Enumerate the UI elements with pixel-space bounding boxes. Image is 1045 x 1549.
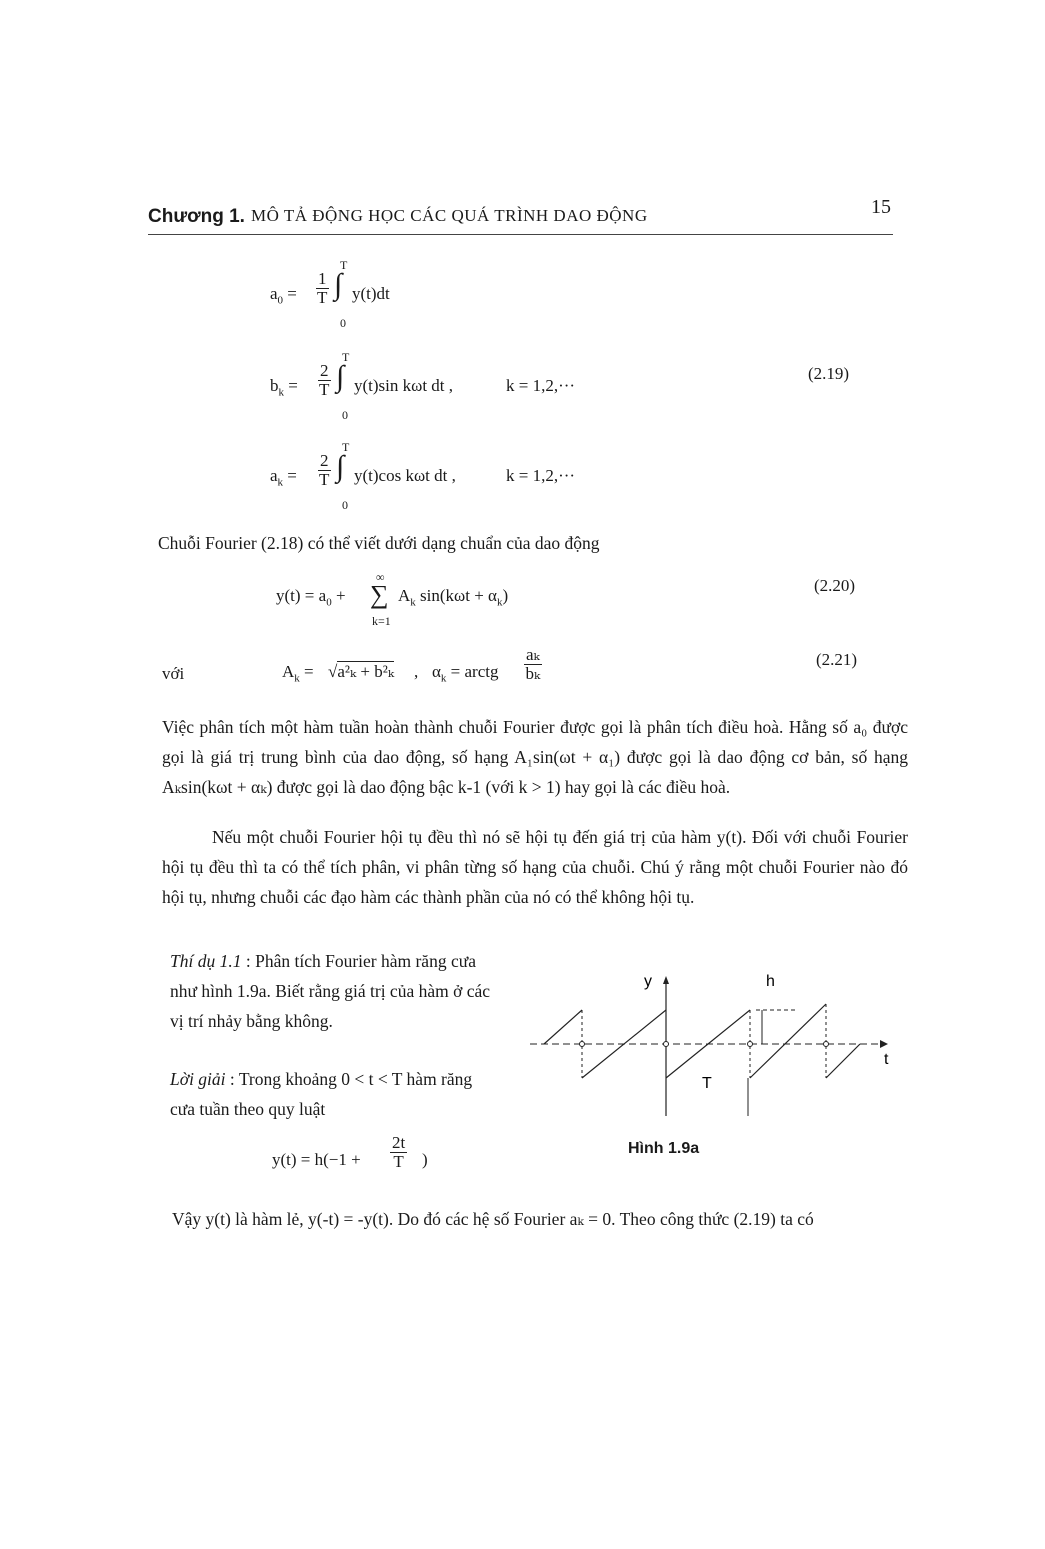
equation-bk: $b_k$ = $\frac{2}{T}$ T ∫ 0 y(t)sin kωt dt , k = 1,2,··· <box>270 350 576 422</box>
label-h: h <box>766 973 775 990</box>
chapter-title: MÔ TẢ ĐỘNG HỌC CÁC QUÁ TRÌNH DAO ĐỘNG <box>251 206 648 225</box>
header-rule <box>148 234 893 235</box>
label-y: y <box>644 973 652 990</box>
example-paragraph <box>170 946 498 1036</box>
solution-paragraph <box>170 1064 498 1124</box>
paragraph-convergence: Nếu một chuỗi Fourier hội tụ đều thì nó sẽ hội tụ đến giá trị của hàm y(t). Đối với chuỗi Fourier hội tụ đều thì ta có thể tích phân, vi phân từng số hạng của chuỗi. Chú ý rằng một chuỗi Fourier nào đó hội tụ, nhưng chuỗi các đạo hàm các thành phần của nó có thể không hội tụ. <box>162 827 908 907</box>
equation-number-2-20: (2.20) <box>814 576 856 595</box>
equation-sawtooth: y(t) = h(−1 + $\frac{2t}{T}$ ) <box>272 1133 428 1171</box>
figure-caption: Hình 1.9a <box>628 1140 700 1157</box>
jump-point <box>824 1042 829 1047</box>
solution-text: : Trong khoảng 0 < t < T hàm răng cưa tuần theo quy luật <box>170 1069 473 1119</box>
paragraph-harmonic-analysis: Việc phân tích một hàm tuần hoàn thành chuỗi Fourier được gọi là phân tích điều hoà. Hằng số a₀ được gọi là giá trị trung bình của dao động, số hạng A₁sin(ωt + α₁) được gọi là dao động cơ bản, số hạng Aₖsin(kωt + αₖ) được gọi là dao động bậc k-1 (với k > 1) hay gọi là các điều hoà. <box>162 717 908 797</box>
sawtooth-segment <box>544 1010 582 1044</box>
example-label: Thí dụ 1.1 <box>170 951 242 971</box>
solution-label: Lời giải <box>170 1069 226 1089</box>
intro-text: Chuỗi Fourier (2.18) có thể viết dưới dạng chuẩn của dao động <box>158 533 600 553</box>
jump-point <box>748 1042 753 1047</box>
label-t: t <box>884 1051 889 1068</box>
equation-2-21: $A_k$ = √a²ₖ + b²ₖ , $\alpha_k$ = arctg $\frac{\text{aₖ}}{\text{bₖ}}$ <box>282 645 541 685</box>
sawtooth-figure <box>520 960 910 1120</box>
t-arrow-icon <box>880 1040 888 1048</box>
sawtooth-segment <box>826 1044 860 1078</box>
paragraph-odd-function: Vậy y(t) là hàm lẻ, y(-t) = -y(t). Do đó các hệ số Fourier aₖ = 0. Theo công thức (2.19) ta có <box>172 1209 814 1229</box>
page-number: 15 <box>871 196 891 218</box>
jump-point <box>664 1042 669 1047</box>
chapter-label: Chương 1. <box>148 206 245 227</box>
page-header <box>148 196 893 236</box>
jump-point <box>580 1042 585 1047</box>
voi-label: với <box>162 664 185 683</box>
equation-number-2-19: (2.19) <box>808 364 850 383</box>
equation-number-2-21: (2.21) <box>816 650 858 669</box>
label-T: T <box>702 1075 712 1092</box>
sawtooth-segment <box>750 1004 826 1078</box>
example-text: : Phân tích Fourier hàm răng cưa như hình 1.9a. Biết rằng giá trị của hàm ở các vị trí nhảy bằng không. <box>170 951 491 1031</box>
y-arrow-icon <box>663 976 669 984</box>
equation-2-20: $y(t) = a_0$ + ∞ ∑ k=1 $A_k$ $\sin(k\omega t + \alpha_k)$ <box>276 570 509 628</box>
